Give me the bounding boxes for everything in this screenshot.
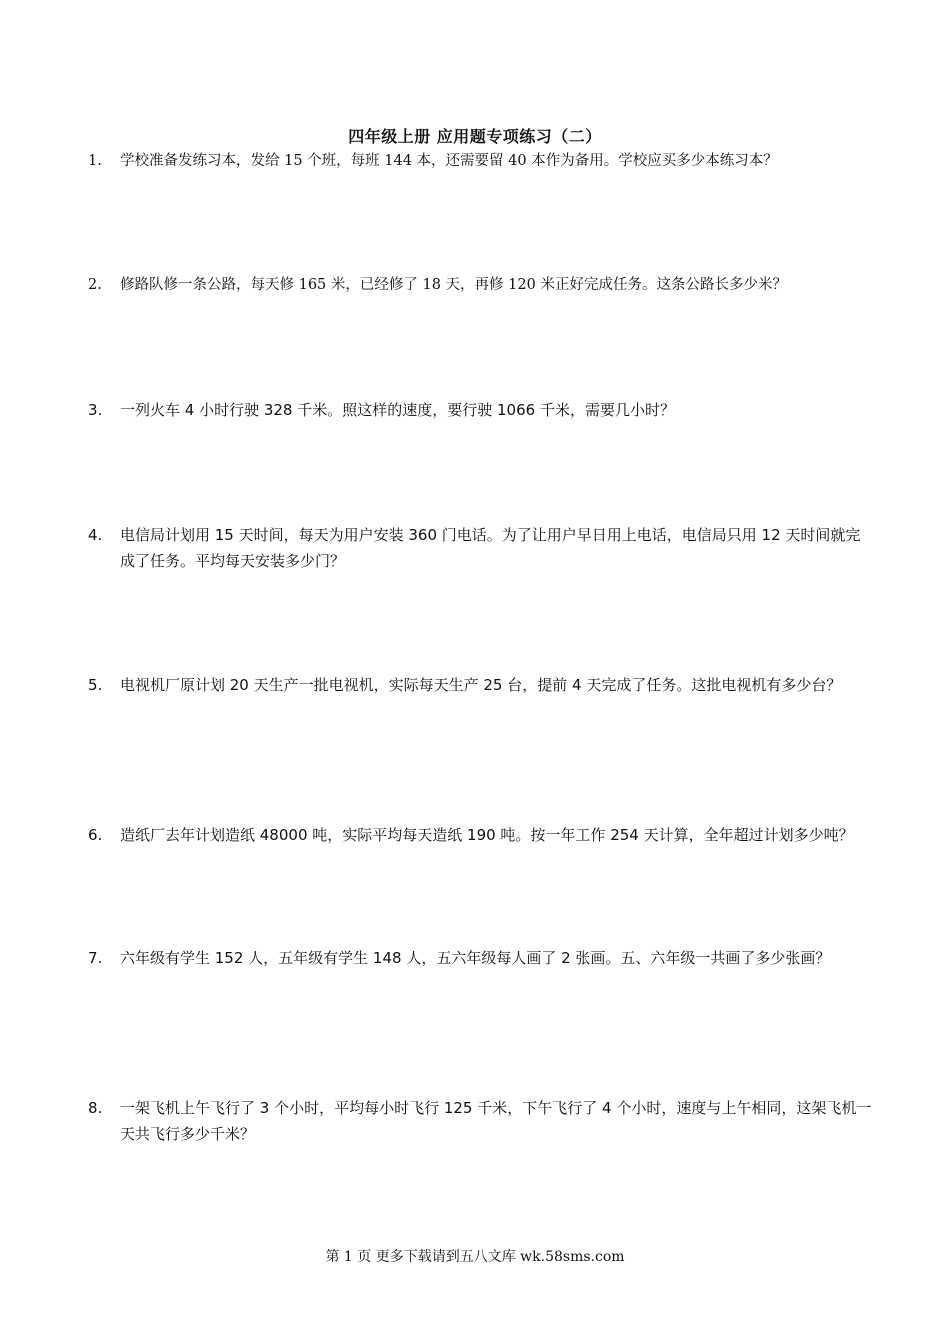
question-text: 六年级有学生 152 人，五年级有学生 148 人，五六年级每人画了 2 张画。五、六年级一共画了多少张画？ (120, 949, 831, 967)
question-text: 一列火车 4 小时行驶 328 千米。照这样的速度，要行驶 1066 千米，需要几小时？ (120, 401, 675, 419)
question-7 (88, 945, 873, 971)
question-text: 电信局计划用 15 天时间，每天为用户安装 360 门电话。为了让用户早日用上电话，电信局只用 12 天时间就完成了任务。平均每天安装多少门？ (120, 526, 861, 570)
question-number: 5. (88, 676, 103, 694)
question-5 (88, 672, 873, 698)
page-title: 四年级上册 应用题专项练习（二） (348, 127, 602, 146)
question-number: 2. (88, 277, 102, 293)
question-text: 学校准备发练习本，发给 15 个班，每班 144 本，还需要留 40 本作为备用。学校应买多少本练习本？ (120, 153, 778, 169)
question-number: 8. (88, 1099, 103, 1117)
question-number: 6. (88, 826, 103, 844)
question-text: 修路队修一条公路，每天修 165 米，已经修了 18 天，再修 120 米正好完成任务。这条公路长多少米？ (120, 277, 787, 293)
question-4 (88, 522, 873, 574)
question-number: 4. (88, 526, 103, 544)
question-2 (88, 272, 873, 298)
question-6 (88, 822, 873, 848)
question-text: 造纸厂去年计划造纸 48000 吨，实际平均每天造纸 190 吨。按一年工作 254 天计算，全年超过计划多少吨？ (120, 826, 854, 844)
question-text: 电视机厂原计划 20 天生产一批电视机，实际每天生产 25 台，提前 4 天完成了任务。这批电视机有多少台？ (120, 676, 842, 694)
question-8 (88, 1095, 873, 1147)
question-number: 7. (88, 949, 103, 967)
question-text: 一架飞机上午飞行了 3 个小时，平均每小时飞行 125 千米，下午飞行了 4 个小时，速度与上午相同，这架飞机一天共飞行多少千米？ (120, 1099, 872, 1143)
question-3 (88, 397, 873, 423)
question-1 (88, 148, 873, 174)
page-footer: 第 1 页 更多下载请到五八文库 wk.58sms.com (325, 1249, 625, 1265)
question-number: 1. (88, 153, 102, 169)
question-number: 3. (88, 401, 103, 419)
